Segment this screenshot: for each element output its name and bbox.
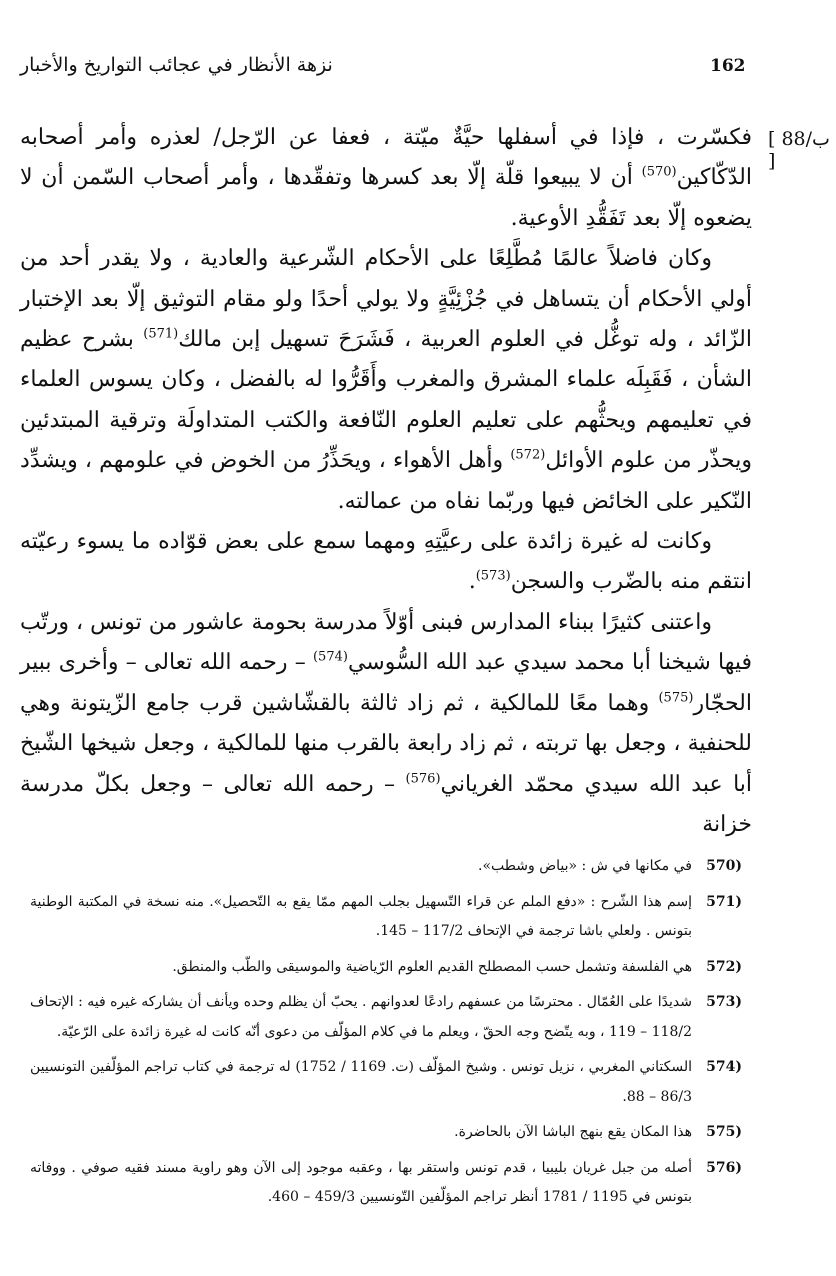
- text-run: – رحمه الله تعالى – وأخرى ببير الحجّار: [20, 650, 752, 716]
- footnote-text: هي الفلسفة وتشمل حسب المصطلح القديم العلوم الرّياضية والموسيقى والطّب والمنطق.: [172, 958, 692, 975]
- text-run: وأهل الأهواء ، ويحَذِّرُ من الخوض في علومهم ، ويشدِّد النّكير على الخائض فيها وربّما نفاه من عمالته.: [20, 448, 752, 514]
- text-run: – رحمه الله تعالى – وجعل بكلّ مدرسة خزانة: [20, 771, 752, 837]
- main-text: [20, 118, 752, 845]
- footnote-text: هذا المكان يقع بنهج الباشا الآن بالحاضرة.: [454, 1124, 692, 1140]
- footnote-text: شديدًا على العُمّال . محترسًا من عسفهم رادعًا لعدوانهم . يحبّ أن يظلم وحده ويأنف أن يشاركه غيره فيه : الإتحاف 118/2 – 119 ، وبه يتّضح وجه الحقّ ، ويعلم ما في كلام المؤلّف من دعوى أنّه كانت له غيرة زائدة على الرّعيّة.: [30, 994, 692, 1040]
- footnote: [30, 852, 742, 882]
- footnote-number: 575): [706, 1124, 742, 1140]
- footnote: [30, 1154, 742, 1213]
- footnote-ref-573: (573): [475, 569, 511, 585]
- footnote-ref-574: (574): [312, 649, 348, 665]
- paragraph-2: [20, 239, 752, 522]
- text-run: أن لا يبيعوا قلّة إلّا بعد كسرها وتفقّدها ، وأمر أصحاب السّمن أن لا يضعوه إلّا بعد تَفَقُّدِ الأوعية.: [20, 165, 752, 231]
- footnote-ref-575: (575): [658, 690, 694, 706]
- running-title: نزهة الأنظار في عجائب التواريخ والأخبار: [20, 54, 333, 76]
- text-run: وكانت له غيرة زائدة على رعيَّتِهِ ومهما سمع على بعض قوّاده ما يسوء رعيّته انتقم منه بالضّرب والسجن: [20, 529, 752, 595]
- footnote-number: 572): [706, 958, 742, 975]
- footnote: [30, 888, 742, 947]
- footnote-number: 576): [706, 1159, 742, 1176]
- text-run: وهما معًا للمالكية ، ثم زاد ثالثة بالقشّاشين قرب جامع الزّيتونة وهي للحنفية ، وجعل بها تربته ، ثم زاد رابعة بالقرب منها للمالكية ، وجعل شيخها الشّيخ أبا عبد الله سيدي محمّد الغرياني: [20, 690, 753, 797]
- footnotes: [30, 852, 742, 1219]
- footnote-number: 570): [706, 858, 742, 874]
- text-run: فكسّرت ، فإذا في أسفلها حيَّةٌ ميّتة ، فعفا عن الرّجل/ لعذره وأمر أصحابه الدّكّاكين: [20, 125, 752, 191]
- footnote-text: إسم هذا الشّرح : «دفع الملم عن قراء التّسهيل بجلب المهم ممّا يقع به التّحصيل». منه نسخة في المكتبة الوطنية بتونس . ولعلي باشا ترجمة في الإتحاف 117/2 – 145.: [30, 893, 692, 939]
- footnote-ref-571: (571): [143, 326, 179, 342]
- footnote-text: أصله من جبل غريان بليبيا ، قدم تونس واستقر بها ، وعقبه موجود إلى الآن وهو راوية مسند فقيه صوفي . ووفاته بتونس في 1195 / 1781 أنظر تراجم المؤلّفين التّونسيين 459/3 – 460.: [30, 1159, 692, 1205]
- footnote: [30, 1053, 742, 1112]
- footnote: [30, 1118, 742, 1148]
- footnote-text: في مكانها في ش : «بياض وشطب».: [478, 858, 692, 874]
- text-run: وكان فاضلاً عالمًا مُطَّلِعًا على الأحكام الشّرعية والعادية ، ولا يقدر أحد من أولي الأحكام أن يتساهل في جُزْئِيَّةٍ ولا يولي أحدًا ولو مقام التوثيق إلّا بعد الإختبار الزّائد ، وله توغُّل في العلوم العربية ، فَشَرَحَ تسهيل إبن مالك: [20, 246, 752, 353]
- footnote-number: 573): [706, 994, 742, 1010]
- paragraph-1: [20, 118, 752, 239]
- footnote-text: السكتاني المغربي ، نزيل تونس . وشيخ المؤلّف (ت. 1169 / 1752) له ترجمة في كتاب تراجم المؤلّفين التونسيين 86/3 – 88.: [30, 1059, 692, 1105]
- footnote-ref-576: (576): [405, 771, 441, 787]
- page-header: [20, 48, 755, 84]
- paragraph-4: [20, 603, 752, 845]
- text-run: بشرح عظيم الشأن ، فَقَبِلَه علماء المشرق والمغرب وأَقَرُّوا له بالفضل ، وكان يسوس العلماء في تعليمهم ويحثُّهم على تعليم العلوم النّافعة والكتب المتداولَة وترقية المبتدئين ويحذّر من علوم الأوائل: [20, 327, 752, 474]
- footnote-ref-570: (570): [641, 165, 677, 181]
- footnote: [30, 953, 742, 983]
- footnote-number: 571): [706, 893, 742, 910]
- text-run: واعتنى كثيرًا ببناء المدارس فبنى أوّلاً مدرسة بحومة عاشور من تونس ، ورتّب فيها شيخنا أبا محمد سيدي عبد الله السُّوسي: [20, 609, 752, 676]
- page-number: 162: [710, 56, 746, 76]
- text-run: .: [468, 569, 476, 595]
- footnote-number: 574): [706, 1059, 742, 1075]
- footnote: [30, 988, 742, 1047]
- paragraph-3: [20, 522, 752, 603]
- manuscript-folio-note: [ 88/ب ]: [768, 128, 830, 172]
- footnote-ref-572: (572): [510, 447, 546, 463]
